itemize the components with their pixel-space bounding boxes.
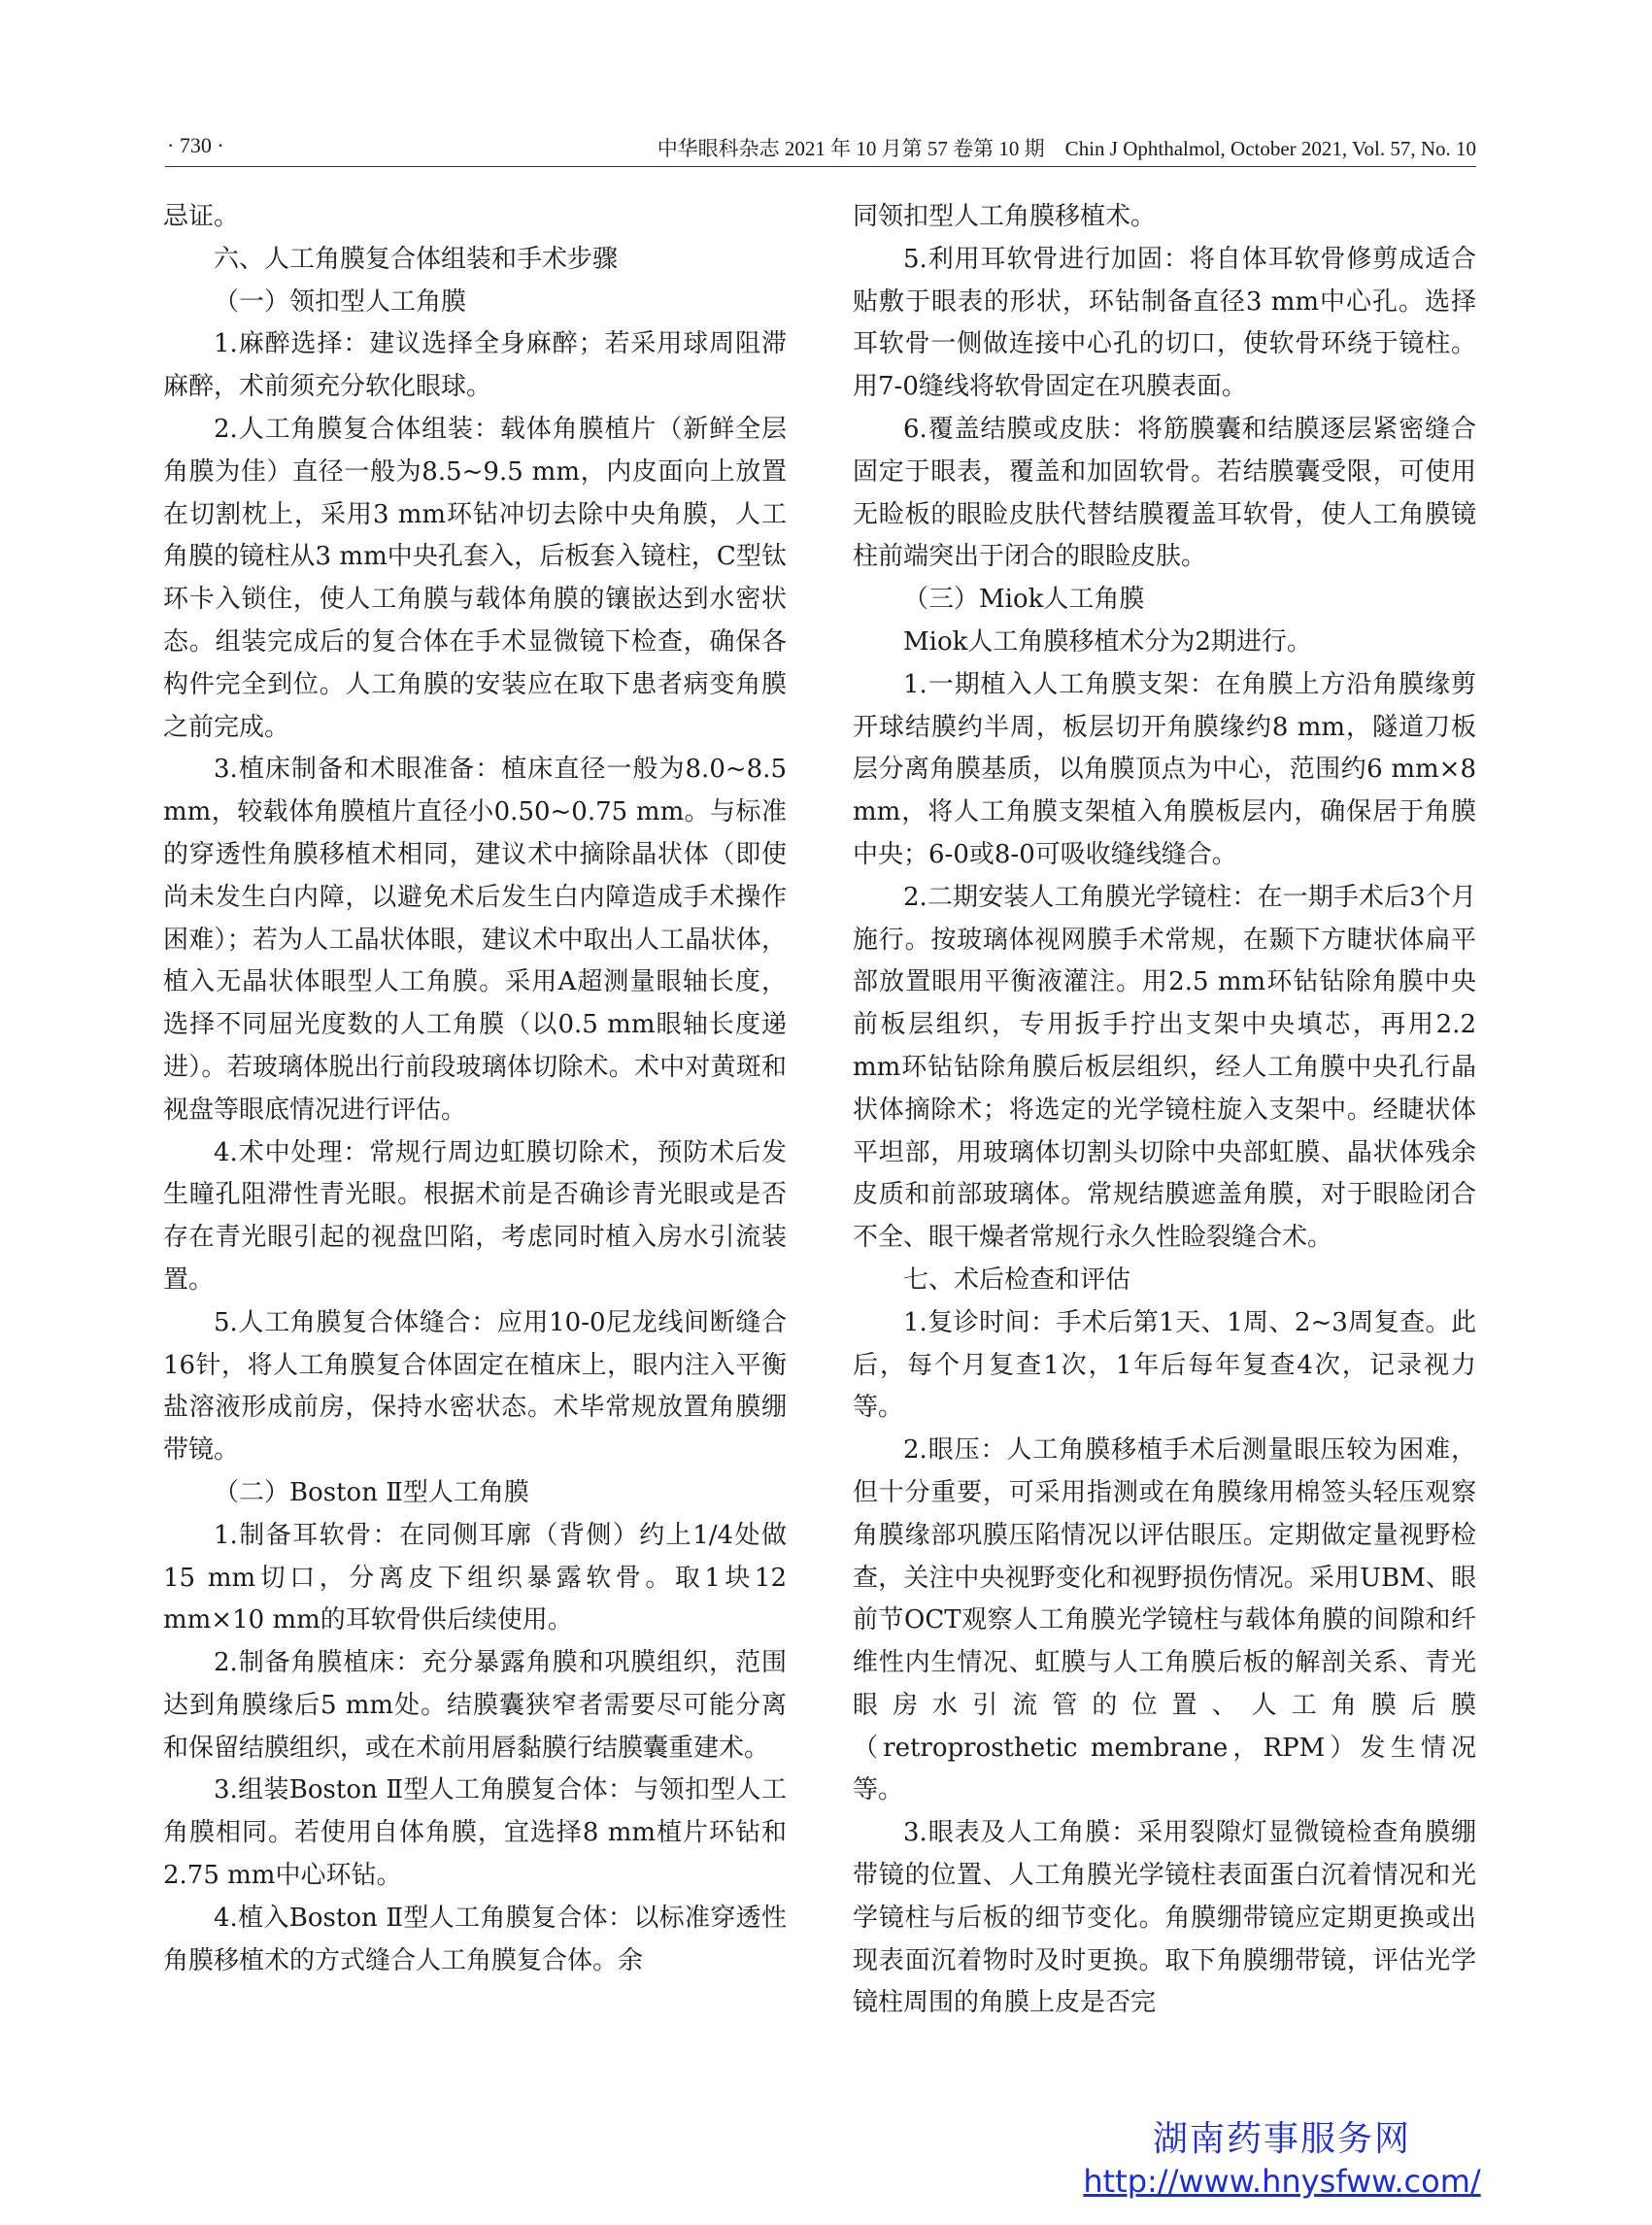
subsection-heading: （一）领扣型人工角膜	[214, 287, 467, 317]
left-column	[163, 196, 787, 1982]
paragraph: 4.植入Boston Ⅱ型人工角膜复合体：以标准穿透性角膜移植术的方式缝合人工角膜复合体。余	[163, 1903, 787, 1975]
paragraph: 6.覆盖结膜或皮肤：将筋膜囊和结膜逐层紧密缝合固定于眼表，覆盖和加固软骨。若结膜囊受限，可使用无睑板的眼睑皮肤代替结膜覆盖耳软骨，使人工角膜镜柱前端突出于闭合的眼睑皮肤。	[853, 414, 1476, 572]
paragraph: 忌证。	[163, 202, 240, 231]
paragraph: 2.二期安装人工角膜光学镜柱：在一期手术后3个月施行。按玻璃体视网膜手术常规，在颞下方睫状体扁平部放置眼用平衡液灌注。用2.5 mm环钻钻除角膜中央前板层组织，专用扳手拧出支架中央填芯，再用2.2 mm环钻钻除角膜后板层组织，经人工角膜中央孔行晶状体摘除术；将选定的光学镜柱旋入支架中。经睫状体平坦部，用玻璃体切割头切除中央部虹膜、晶状体残余皮质和前部玻璃体。常规结膜遮盖角膜，对于眼睑闭合不全、眼干燥者常规行永久性睑裂缝合术。	[853, 882, 1476, 1253]
paragraph: 1.麻醉选择：建议选择全身麻醉；若采用球周阻滞麻醉，术前须充分软化眼球。	[163, 329, 787, 402]
section-heading: 七、术后检查和评估	[903, 1264, 1131, 1295]
watermark-site-name: 湖南药事服务网	[1152, 2119, 1411, 2159]
right-column	[853, 196, 1476, 2025]
subsection-heading: （三）Miok人工角膜	[903, 585, 1145, 615]
paragraph: 同领扣型人工角膜移植术。	[853, 202, 1157, 231]
paragraph: 3.眼表及人工角膜：采用裂隙灯显微镜检查角膜绷带镜的位置、人工角膜光学镜柱表面蛋白沉着情况和光学镜柱与后板的细节变化。角膜绷带镜应定期更换或出现表面沉着物时及时更换。取下角膜绷带镜，评估光学镜柱周围的角膜上皮是否完	[853, 1818, 1476, 2018]
paragraph: 1.复诊时间：手术后第1天、1周、2~3周复查。此后，每个月复查1次，1年后每年复查4次，记录视力等。	[853, 1307, 1476, 1423]
paragraph: 3.植床制备和术眼准备：植床直径一般为8.0~8.5 mm，较载体角膜植片直径小0.50~0.75 mm。与标准的穿透性角膜移植术相同，建议术中摘除晶状体（即使尚未发生白内障，以避免术后发生白内障造成手术操作困难）；若为人工晶状体眼，建议术中取出人工晶状体，植入无晶状体眼型人工角膜。采用A超测量眼轴长度，选择不同屈光度数的人工角膜（以0.5 mm眼轴长度递进）。若玻璃体脱出行前段玻璃体切除术。术中对黄斑和视盘等眼底情况进行评估。	[163, 755, 787, 1125]
paragraph: 5.人工角膜复合体缝合：应用10-0尼龙线间断缝合16针，将人工角膜复合体固定在植床上，眼内注入平衡盐溶液形成前房，保持水密状态。术毕常规放置角膜绷带镜。	[163, 1307, 787, 1466]
running-header	[165, 133, 1476, 167]
watermark-url-link[interactable]: http://www.hnysfww.com/	[1083, 2163, 1481, 2200]
paragraph: 4.术中处理：常规行周边虹膜切除术，预防术后发生瞳孔阻滞性青光眼。根据术前是否确诊青光眼或是否存在青光眼引起的视盘凹陷，考虑同时植入房水引流装置。	[163, 1137, 787, 1295]
paragraph: 2.人工角膜复合体组装：载体角膜植片（新鲜全层角膜为佳）直径一般为8.5~9.5 mm，内皮面向上放置在切割枕上，采用3 mm环钻冲切去除中央角膜，人工角膜的镜柱从3 mm中央孔套入，后板套入镜柱，C型钛环卡入锁住，使人工角膜与载体角膜的镶嵌达到水密状态。组装完成后的复合体在手术显微镜下检查，确保各构件完全到位。人工角膜的安装应在取下患者病变角膜之前完成。	[163, 414, 787, 742]
paragraph: 5.利用耳软骨进行加固：将自体耳软骨修剪成适合贴敷于眼表的形状，环钻制备直径3 mm中心孔。选择耳软骨一侧做连接中心孔的切口，使软骨环绕于镜柱。用7-0缝线将软骨固定在巩膜表面。	[853, 244, 1476, 402]
paragraph: 1.制备耳软骨：在同侧耳廓（背侧）约上1/4处做15 mm切口，分离皮下组织暴露软骨。取1块12 mm×10 mm的耳软骨供后续使用。	[163, 1520, 787, 1635]
site-watermark	[1073, 2117, 1491, 2201]
paragraph: 2.眼压：人工角膜移植手术后测量眼压较为困难，但十分重要，可采用指测或在角膜缘用棉签头轻压观察角膜缘部巩膜压陷情况以评估眼压。定期做定量视野检查，关注中央视野变化和视野损伤情况。采用UBM、眼前节OCT观察人工角膜光学镜柱与载体角膜的间隙和纤维性内生情况、虹膜与人工角膜后板的解剖关系、青光眼房水引流管的位置、人工角膜后膜（retroprosthetic membrane，RPM）发生情况等。	[853, 1435, 1476, 1805]
journal-citation: 中华眼科杂志 2021 年 10 月第 57 卷第 10 期 Chin J Ophthalmol, October 2021, Vol. 57, No. 10	[657, 137, 1476, 160]
paragraph: 2.制备角膜植床：充分暴露角膜和巩膜组织，范围达到角膜缘后5 mm处。结膜囊狭窄者需要尽可能分离和保留结膜组织，或在术前用唇黏膜行结膜囊重建术。	[163, 1648, 787, 1763]
page-number: · 730 ·	[167, 133, 224, 157]
subsection-heading: （二）Boston Ⅱ型人工角膜	[214, 1477, 529, 1507]
paragraph: Miok人工角膜移植术分为2期进行。	[903, 626, 1312, 657]
section-heading: 六、人工角膜复合体组装和手术步骤	[214, 244, 619, 274]
paragraph: 1.一期植入人工角膜支架：在角膜上方沿角膜缘剪开球结膜约半周，板层切开角膜缘约8 mm，隧道刀板层分离角膜基质，以角膜顶点为中心，范围约6 mm×8 mm，将人工角膜支架植入角膜板层内，确保居于角膜中央；6-0或8-0可吸收缝线缝合。	[853, 669, 1476, 869]
paragraph: 3.组装Boston Ⅱ型人工角膜复合体：与领扣型人工角膜相同。若使用自体角膜，宜选择8 mm植片环钻和2.75 mm中心环钻。	[163, 1775, 787, 1891]
